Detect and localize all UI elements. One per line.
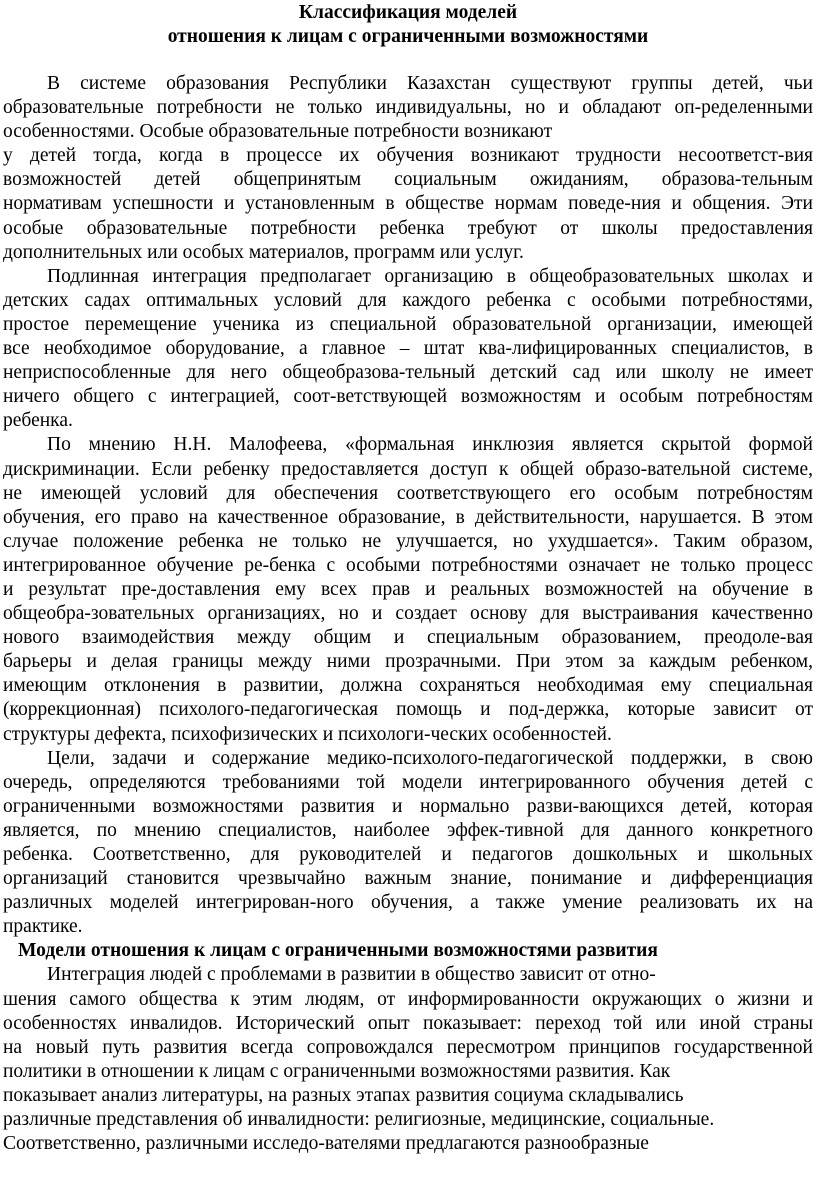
paragraph-line: показывает анализ литературы, на разных этапах развития социума складывались xyxy=(3,1084,684,1106)
paragraph-line: различных моделей интегрирован-ного обучения, а также умение реализовать их на xyxy=(3,892,813,914)
paragraph xyxy=(3,265,813,434)
paragraph-line: нового взаимодействия между общим и специальным образованием, преодоле-вая xyxy=(3,627,813,649)
paragraph-line: ограниченными возможностями развития и нормально разви-вающихся детей, которая xyxy=(3,795,813,817)
paragraph-line: детских садах оптимальных условий для каждого ребенка с особыми потребностями, xyxy=(3,289,813,311)
paragraph-line: и результат пре-доставления ему всех прав и реальных возможностей на обучение в xyxy=(3,578,813,600)
paragraph-line: В системе образования Республики Казахстан существуют группы детей, чьи xyxy=(47,73,813,94)
paragraph-line: Интеграция людей с проблемами в развитии в общество зависит от отно- xyxy=(47,964,656,986)
paragraph-line: организаций становится чрезвычайно важным знание, понимание и дифференциация xyxy=(3,868,813,890)
paragraph-line: Соответственно, различными исследо-вателями предлагаются разнообразные xyxy=(3,1133,649,1155)
paragraph-line: особые образовательные потребности ребенка требуют от школы предоставления xyxy=(3,217,813,239)
paragraph-line: на новый путь развития всегда сопровождался пересмотром принципов государственной xyxy=(3,1036,813,1058)
paragraph-line: практике. xyxy=(3,916,83,938)
paragraph-line: общеобра-зовательных организациях, но и создает основу для выстраивания качественно xyxy=(3,603,813,625)
paragraph-line: Цели, задачи и содержание медико-психолого-педагогической поддержки, в свою xyxy=(47,747,813,769)
paragraph-line: случае положение ребенка не только не улучшается, но ухудшается». Таким образом, xyxy=(3,530,813,552)
paragraph-line: особенностями. Особые образовательные потребности возникают xyxy=(3,121,553,143)
paragraph-line: интегрированное обучение ре-бенка с особыми потребностями означает не только процесс xyxy=(3,554,813,576)
paragraph-line: имеющим отклонения в развитии, должна сохраняться необходимая ему специальная xyxy=(3,675,813,697)
paragraph-line: различные представления об инвалидности: религиозные, медицинские, социальные. xyxy=(3,1109,715,1131)
paragraph xyxy=(3,963,813,1156)
paragraph-line: барьеры и делая границы между ними прозрачными. При этом за каждым ребенком, xyxy=(3,651,813,673)
paragraph-line: простое перемещение ученика из специальной образовательной организации, имеющей xyxy=(3,313,813,335)
document-title xyxy=(3,1,813,49)
title-line-2: отношения к лицам с ограниченными возможностями xyxy=(167,26,649,47)
paragraph-line: у детей тогда, когда в процессе их обучения возникают трудности несоответст-вия xyxy=(3,145,813,167)
paragraph-line: не имеющей условий для обеспечения соответствующего его особым потребностям xyxy=(3,482,813,504)
paragraph-line: неприспособленные для него общеобразова-тельный детский сад или школу не имеет xyxy=(3,362,813,384)
paragraph xyxy=(3,72,813,265)
section-subheading: Модели отношения к лицам с ограниченными возможностями развития xyxy=(18,940,658,962)
paragraph-line: Подлинная интеграция предполагает организацию в общеобразовательных школах и xyxy=(47,265,813,287)
final-paragraph xyxy=(3,963,813,1156)
paragraph-line: ничего общего с интеграцией, соот-ветствующей возможностям и особым потребностям xyxy=(3,386,813,408)
paragraph-line: дополнительных или особых материалов, программ или услуг. xyxy=(3,241,524,263)
paragraph-line: По мнению Н.Н. Малофеева, «формальная инклюзия является скрытой формой xyxy=(47,434,813,456)
paragraph-line: очередь, определяются требованиями той модели интегрированного обучения детей с xyxy=(3,771,813,793)
paragraph-line: возможностей детей общепринятым социальным ожиданиям, образова-тельным xyxy=(3,169,813,191)
paragraph-line: ребенка. xyxy=(3,410,73,432)
paragraph-line: все необходимое оборудование, а главное – штат ква-лифицированных специалистов, в xyxy=(3,338,813,360)
title-spacer xyxy=(3,49,813,72)
paragraph xyxy=(3,747,813,940)
paragraph-line: является, по мнению специалистов, наиболее эффек-тивной для данного конкретного xyxy=(3,819,813,841)
paragraph-line: обучения, его право на качественное образование, в действительности, нарушается. В этом xyxy=(3,506,813,528)
paragraph-line: особенностях инвалидов. Исторический опыт показывает: переход той или иной страны xyxy=(3,1012,813,1034)
paragraph-line: ребенка. Соответственно, для руководителей и педагогов дошкольных и школьных xyxy=(3,844,813,865)
paragraph-line: политики в отношении к лицам с ограниченными возможностями развития. Как xyxy=(3,1060,671,1082)
body-paragraphs xyxy=(3,72,813,939)
paragraph-line: нормативам успешности и установленным в обществе нормам поведе-ния и общения. Эти xyxy=(3,193,813,215)
paragraph-line: (коррекционная) психолого-педагогическая помощь и под-держка, которые зависит от xyxy=(3,699,813,721)
paragraph-line: образовательные потребности не только индивидуальны, но и обладают оп-ределенными xyxy=(3,97,813,119)
paragraph-line: структуры дефекта, психофизических и психологи-ческих особенностей. xyxy=(3,723,612,745)
paragraph xyxy=(3,433,813,746)
title-line-1: Классификация моделей xyxy=(298,2,518,23)
paragraph-line: дискриминации. Если ребенку предоставляется доступ к общей образо-вательной системе, xyxy=(3,458,813,480)
paragraph-line: шения самого общества к этим людям, от информированности окружающих о жизни и xyxy=(3,988,813,1010)
